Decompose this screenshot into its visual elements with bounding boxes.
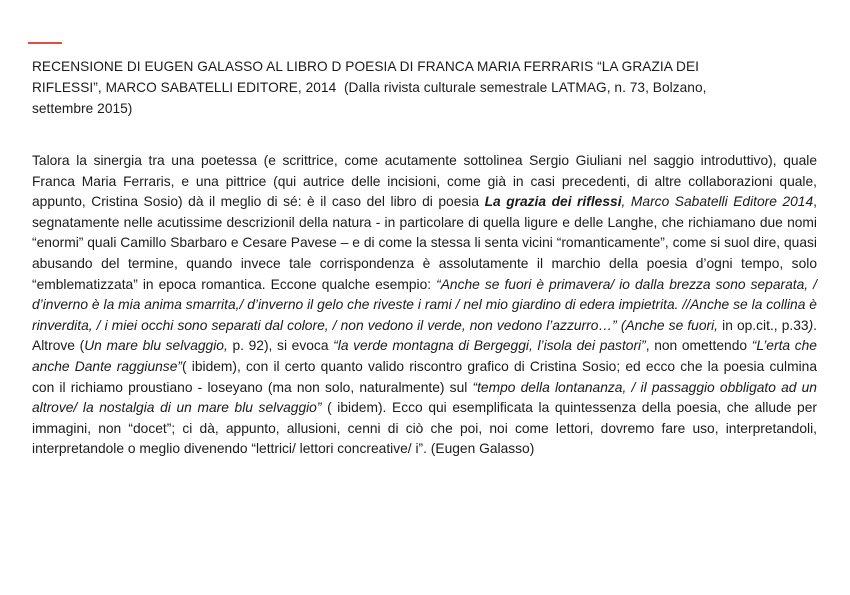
text-segment: p. 92), si evoca [227, 338, 334, 354]
text-segment: . Altrove ( [32, 317, 818, 354]
quote-3: “la verde montagna di Bergeggi, l’isola dei pastori” [333, 338, 646, 354]
heading-source: (Dalla rivista culturale semestrale LATMAG, n. 73, Bolzano, [343, 80, 707, 95]
text-segment: Talora la sinergia tra una poetessa (e scrittrice, come acutamente sottolinea Sergio Giuliani nel saggio introduttivo), quale Franca Maria Ferraris, e una pittrice (qui autrice delle incisioni, come già in casi precedenti, di altre collaborazioni quale, appunto, Cristina Sosio) dà il meglio di sé: è il caso del libro di poesia [32, 153, 817, 210]
quote-2: Un mare blu selvaggio, [84, 338, 228, 354]
text-segment: ( ibidem), con il certo quanto valido riscontro grafico di Cristina Sosio; ed ecco che la poesia culmina con il richiamo proustiano - loseyano (ma non solo, naturalmente) sul [32, 358, 817, 395]
review-heading [32, 56, 812, 119]
text-segment: ) [808, 317, 814, 333]
text-segment: , [621, 194, 631, 210]
heading-line-1: RECENSIONE DI EUGEN GALASSO AL LIBRO D POESIA DI FRANCA MARIA FERRARIS “LA GRAZIA DEI [32, 59, 699, 74]
text-segment: , segnatamente nelle acutissime descrizionil della natura - in particolare di quella ligure e delle Langhe, che richiamano due nomi “enormi” quali Camillo Sbarbaro e Cesare Pavese – e di come la stessa li senta vicini “romanticamente”, come si suol dire, quasi abusando del termine, quando invece tale corrispondenza è assolutamente il marchio della poesia d’ogni tempo, solo “emblematizzata” in epoca romantica. Eccone qualche esempio: [32, 194, 817, 292]
book-title: La grazia dei riflessi [484, 194, 622, 210]
quote-5: “tempo della lontananza, / il passaggio obbligato ad un altrove/ la nostalgia di un mare blu selvaggio” [32, 379, 817, 416]
heading-date: settembre 2015) [32, 101, 133, 116]
text-segment: ( ibidem). Ecco qui esemplificata la quintessenza della poesia, che allude per immagini, non “docet”; ci dà, appunto, allusioni, cenni di ciò che poi, noi come lettori, dovremo fare uso, interpretandoli, interpretandole o meglio divenendo “lettrici/ lettori concreative/ i”. (Eugen Galasso) [32, 400, 817, 457]
review-paragraph [32, 151, 817, 460]
quote-4: “L’erta che anche Dante raggiunse” [32, 338, 817, 374]
quote-1: “Anche se fuori è primavera/ io dalla brezza sono separata, / d’inverno è la mia anima smarrita,/ d’inverno il gelo che riveste i rami / nel mio giardino di edera impietrita. //Anche se la collina è rinverdita, / i miei occhi sono separati dal colore, / non vedono il verde, non vedono l’azzurro…” (Anche se fuori, [32, 276, 817, 333]
publisher: Marco Sabatelli Editore 2014 [630, 194, 814, 210]
text-segment: in op.cit., p.33 [718, 317, 809, 333]
text-segment: , non omettendo [645, 338, 752, 354]
review-body [32, 151, 817, 460]
heading-line-2: RIFLESSI”, MARCO SABATELLI EDITORE, 2014 [32, 80, 337, 95]
red-mark [28, 42, 62, 44]
